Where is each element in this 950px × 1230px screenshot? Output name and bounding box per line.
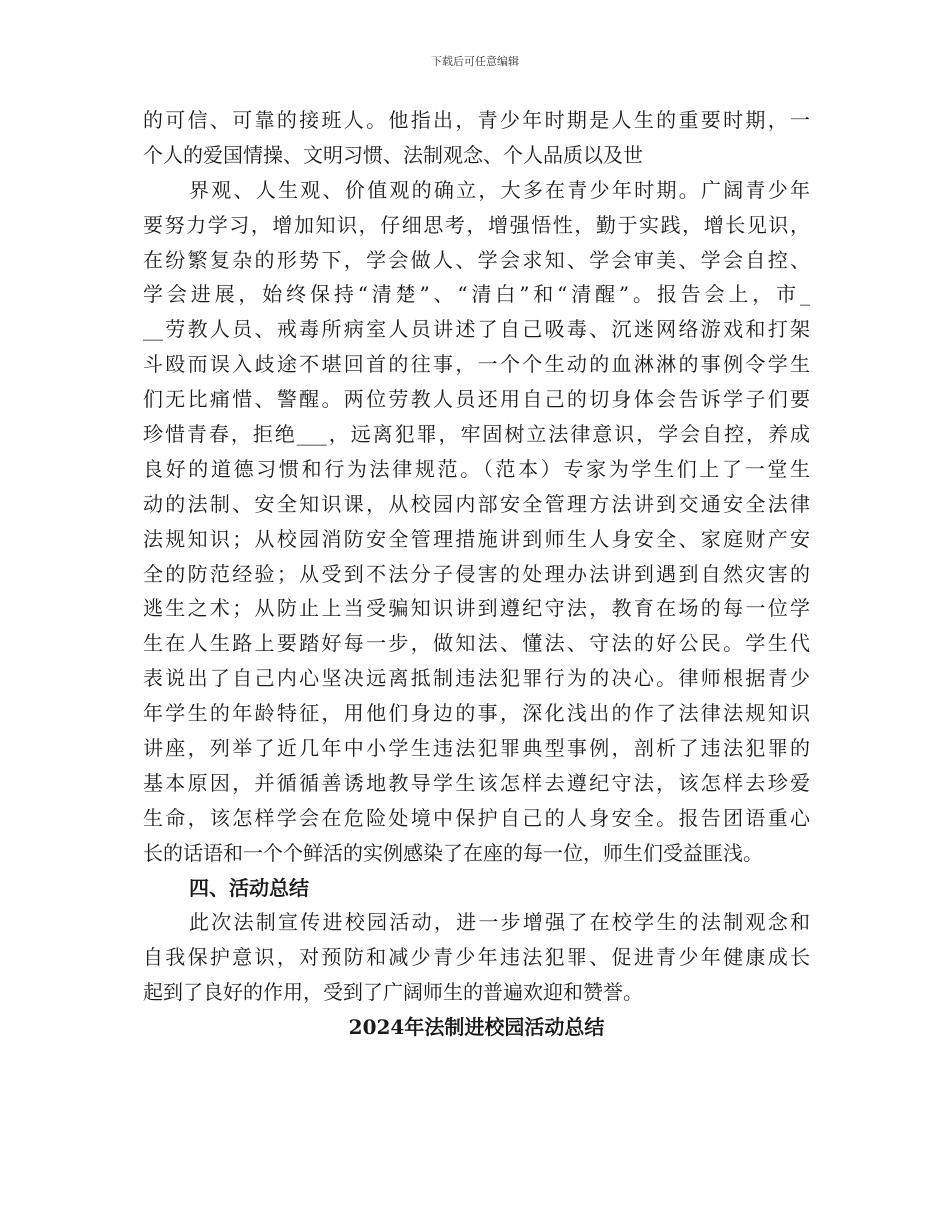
body-line: 要努力学习，增加知识，仔细思考，增强悟性，勤于实践，增长见识， — [143, 212, 810, 237]
body-line: 生在人生路上要踏好每一步，做知法、懂法、守法的好公民。学生代 — [143, 631, 810, 656]
body-line: 界观、人生观、价值观的确立，大多在青少年时期。广阔青少年 — [189, 177, 810, 202]
body-line: 逃生之术；从防止上当受骗知识讲到遵纪守法，教育在场的每一位学 — [143, 596, 810, 621]
body-line: 法规知识；从校园消防安全管理措施讲到师生人身安全、家庭财产安 — [143, 526, 810, 551]
body-line: 动的法制、安全知识课，从校园内部安全管理方法讲到交通安全法律 — [143, 491, 810, 516]
section-heading: 四、活动总结 — [189, 875, 309, 900]
summary-line: 此次法制宣传进校园活动，进一步增强了在校学生的法制观念和 — [189, 910, 810, 935]
body-line: 讲座，列举了近几年中小学生违法犯罪典型事例，剖析了违法犯罪的 — [143, 736, 810, 761]
next-document-title: 2024年法制进校园活动总结 — [348, 1015, 605, 1040]
body-line: 们无比痛惜、警醒。两位劳教人员还用自己的切身体会告诉学子们要 — [143, 387, 810, 412]
document-body — [143, 103, 810, 1045]
body-line: 珍惜青春，拒绝___，远离犯罪，牢固树立法律意识，学会自控，养成 — [143, 422, 810, 447]
body-line: __劳教人员、戒毒所病室人员讲述了自己吸毒、沉迷网络游戏和打架 — [143, 317, 810, 342]
body-line: 斗殴而误入歧途不堪回首的往事，一个个生动的血淋淋的事例令学生 — [143, 352, 810, 377]
body-line: 表说出了自己内心坚决远离抵制违法犯罪行为的决心。律师根据青少 — [143, 666, 810, 691]
page-header: 下载后可任意编辑 — [431, 55, 519, 68]
body-line: 个人的爱国情操、文明习惯、法制观念、个人品质以及世 — [143, 142, 643, 167]
body-line: 基本原因，并循循善诱地教导学生该怎样去遵纪守法，该怎样去珍爱 — [143, 770, 810, 795]
body-line: 良好的道德习惯和行为法律规范。（范本）专家为学生们上了一堂生 — [143, 456, 810, 481]
body-line: 学会进展，始终保持“清楚”、“清白”和“清醒”。报告会上，市_ — [143, 282, 810, 307]
body-line: 年学生的年龄特征，用他们身边的事，深化浅出的作了法律法规知识 — [143, 701, 810, 726]
body-line: 生命，该怎样学会在危险处境中保护自己的人身安全。报告团语重心 — [143, 805, 810, 830]
body-line: 全的防范经验；从受到不法分子侵害的处理办法讲到遇到自然灾害的 — [143, 561, 810, 586]
summary-line: 自我保护意识，对预防和减少青少年违法犯罪、促进青少年健康成长 — [143, 945, 810, 970]
summary-line: 起到了良好的作用，受到了广阔师生的普遍欢迎和赞誉。 — [143, 980, 643, 1005]
body-line: 在纷繁复杂的形势下，学会做人、学会求知、学会审美、学会自控、 — [143, 247, 810, 272]
body-line: 的可信、可靠的接班人。他指出，青少年时期是人生的重要时期，一 — [143, 108, 810, 132]
body-line: 长的话语和一个个鲜活的实例感染了在座的每一位，师生们受益匪浅。 — [143, 840, 763, 865]
